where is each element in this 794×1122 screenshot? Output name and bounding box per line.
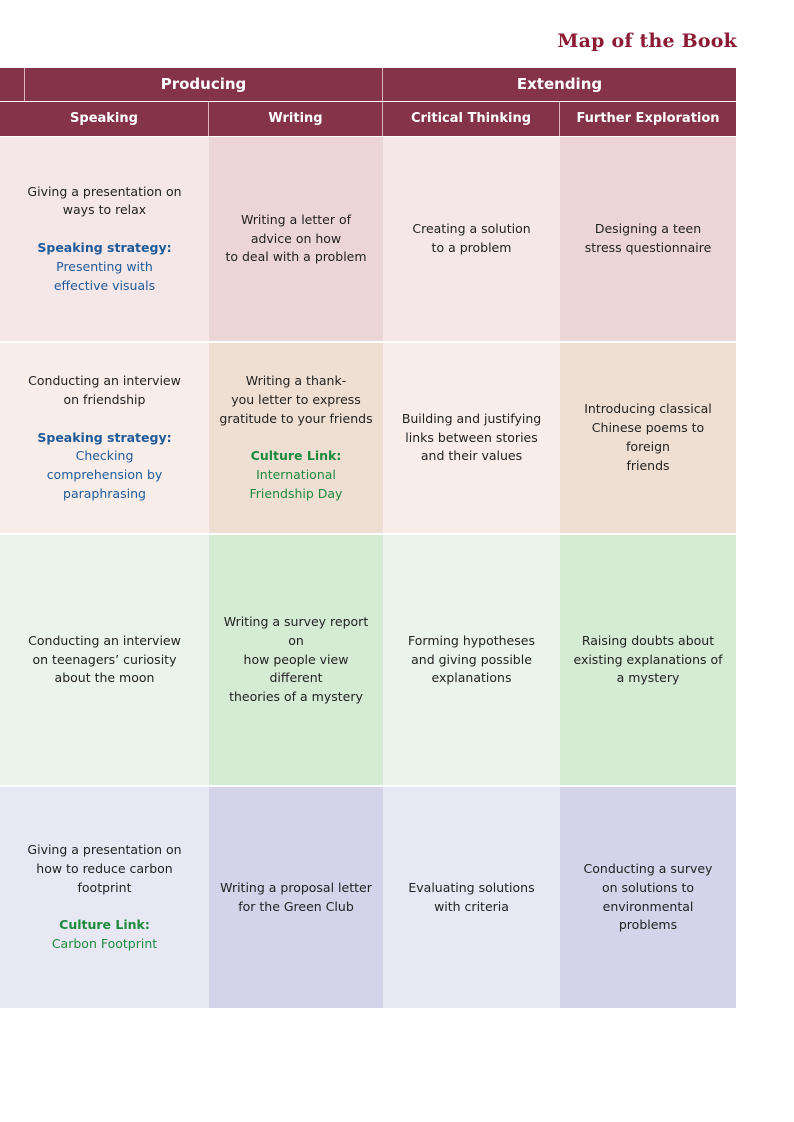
cell-text-line: on teenagers’ curiosity	[32, 651, 177, 667]
cell-text-line: environmental	[602, 898, 694, 914]
table-cell-critical	[383, 535, 560, 785]
column-header-row	[0, 102, 736, 136]
table-cell-writing	[209, 137, 383, 341]
cell-text-line: footprint	[77, 879, 132, 895]
cell-text-line: Raising doubts about	[581, 632, 715, 648]
column-header-writing: Writing	[209, 102, 383, 136]
cell-text-line: existing explanations of	[573, 651, 723, 667]
cell-text-line: problems	[618, 917, 678, 933]
cell-text-line: Giving a presentation on	[27, 183, 182, 199]
cell-text-line: Conducting an interview	[28, 373, 181, 389]
table-row	[0, 343, 736, 533]
table-cell-further	[560, 787, 736, 1008]
cell-text-line: Writing a thank-	[245, 373, 347, 389]
cell-text-line: gratitude to your friends	[219, 410, 373, 426]
header-stub	[0, 68, 25, 101]
culture-link-text: International	[256, 467, 336, 483]
group-header-row	[0, 68, 736, 101]
cell-text-line: Building and justifying	[401, 410, 542, 426]
cell-text-line: theories of a mystery	[229, 689, 363, 705]
cell-text-line: Designing a teen	[594, 221, 702, 237]
cell-text-line: Conducting a survey	[583, 860, 713, 876]
culture-link-label: Culture Link:	[250, 448, 342, 464]
speaking-strategy-text: Checking	[75, 448, 134, 464]
table-cell-speaking	[0, 787, 209, 1008]
group-header-producing: Producing	[25, 68, 383, 101]
cell-text-line: how to reduce carbon	[36, 860, 173, 876]
table-cell-critical	[383, 787, 560, 1008]
table-cell-writing	[209, 343, 383, 533]
cell-text-line: friends	[626, 457, 670, 473]
cell-text-line: to a problem	[431, 240, 512, 255]
page-title: Map of the Book	[557, 30, 737, 52]
table-row	[0, 787, 736, 1008]
speaking-strategy-label: Speaking strategy:	[37, 429, 172, 445]
cell-text-line: about the moon	[54, 670, 155, 686]
table-cell-critical	[383, 137, 560, 341]
column-header-speaking: Speaking	[0, 102, 209, 136]
cell-text-line: and their values	[420, 448, 523, 464]
culture-link-text: Friendship Day	[249, 485, 343, 501]
speaking-strategy-text: effective visuals	[53, 277, 156, 293]
line-gap	[27, 220, 181, 239]
speaking-strategy-text: Presenting with	[56, 258, 153, 274]
table-row	[0, 535, 736, 785]
table-row	[0, 137, 736, 341]
table-cell-critical	[383, 343, 560, 533]
table-cell-speaking	[0, 535, 209, 785]
speaking-strategy-text: comprehension by	[46, 467, 163, 483]
table-cell-writing	[209, 535, 383, 785]
table-cell-further	[560, 343, 736, 533]
cell-text-line: Chinese poems to foreign	[591, 420, 705, 454]
column-header-further-exploration: Further Exploration	[576, 111, 720, 126]
cell-text-line: with criteria	[434, 898, 509, 914]
cell-text-line: you letter to express	[231, 392, 361, 407]
table-cell-speaking	[0, 343, 209, 533]
table-cell-writing	[209, 787, 383, 1008]
cell-text-line: explanations	[431, 670, 512, 686]
cell-text-line: Evaluating solutions	[408, 879, 535, 895]
group-header-extending: Extending	[516, 75, 603, 93]
table-cell-speaking	[0, 137, 209, 341]
cell-text-line: links between stories	[405, 429, 538, 445]
cell-text-line: Creating a solution	[412, 221, 531, 237]
culture-link-text: Carbon Footprint	[51, 936, 158, 952]
cell-text-line: on solutions to	[601, 879, 695, 895]
table-cell-further	[560, 535, 736, 785]
cell-text-line: Forming hypotheses	[408, 632, 535, 648]
cell-text-line: advice on how	[250, 230, 342, 246]
speaking-strategy-label: Speaking strategy:	[37, 240, 172, 255]
column-header-critical-thinking: Critical Thinking	[383, 102, 560, 136]
culture-link-label: Culture Link:	[59, 917, 150, 933]
cell-text-line: on friendship	[63, 392, 146, 407]
cell-text-line: Writing a proposal letter	[220, 879, 372, 895]
line-gap	[28, 410, 181, 429]
cell-text-line: and giving possible	[411, 651, 532, 667]
line-gap	[27, 898, 181, 917]
cell-text-line: Introducing classical	[584, 401, 712, 417]
line-gap	[219, 429, 372, 448]
cell-text-line: how people view different	[243, 651, 349, 686]
cell-text-line: to deal with a problem	[225, 249, 367, 265]
cell-text-line: a mystery	[616, 670, 680, 686]
cell-text-line: Conducting an interview	[28, 632, 181, 648]
speaking-strategy-text: paraphrasing	[63, 485, 146, 501]
cell-text-line: for the Green Club	[238, 898, 354, 914]
cell-text-line: ways to relax	[62, 202, 147, 218]
cell-text-line: Writing a survey report on	[223, 614, 369, 648]
table-cell-further	[560, 137, 736, 341]
cell-text-line: Giving a presentation on	[27, 842, 182, 858]
cell-text-line: stress questionnaire	[584, 240, 712, 255]
cell-text-line: Writing a letter of	[240, 211, 352, 227]
